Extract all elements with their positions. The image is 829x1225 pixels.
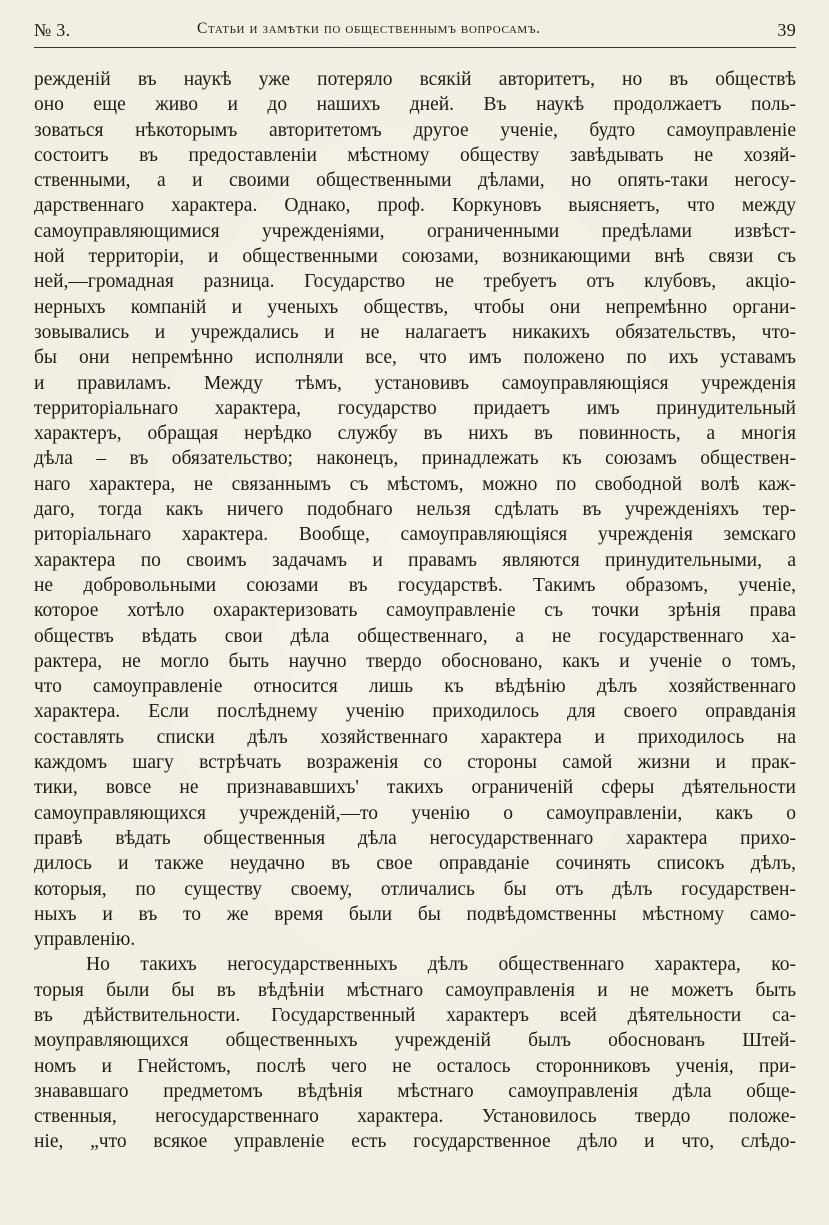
text-line: даго, тогда какъ ничего подобнаго нельзя сдѣлать въ учрежденіяхъ тер-: [34, 499, 796, 521]
text-line: ней,—громадная разница. Государство не требуетъ отъ клубовъ, акціо-: [34, 271, 796, 293]
text-line: наго характера, не связаннымъ съ мѣстомъ, можно по свободной волѣ каж-: [34, 473, 796, 495]
paragraph-start-line: Но такихъ негосударственныхъ дѣлъ общественнаго характера, ко-: [86, 954, 796, 976]
text-line: самоуправляющимися учрежденіями, ограниченными предѣлами извѣст-: [34, 220, 796, 242]
text-line: каждомъ шагу встрѣчать возраженія со стороны самой жизни и прак-: [34, 752, 796, 774]
text-line: зовывались и учреждались и не налагаетъ никакихъ обязательствъ, что-: [34, 321, 796, 343]
text-line: что самоуправленіе относится лишь къ вѣдѣнію дѣлъ хозяйственнаго: [34, 676, 796, 698]
text-line: торыя были бы въ вѣдѣніи мѣстнаго самоуправленія и не можетъ быть: [34, 979, 796, 1001]
page-number: 39: [777, 20, 796, 40]
text-line: которое хотѣло охарактеризовать самоуправленіе съ точки зрѣнія права: [34, 600, 796, 622]
text-line: и правиламъ. Между тѣмъ, установивъ самоуправляющіяся учрежденія: [34, 372, 796, 394]
text-line: обществъ вѣдать свои дѣла общественнаго, а не государственнаго ха-: [34, 625, 796, 647]
text-line: не добровольными союзами въ государствѣ. Такимъ образомъ, ученіе,: [34, 574, 796, 596]
text-line: дилось и также неудачно въ свое оправданіе сочинять списокъ дѣлъ,: [34, 853, 796, 875]
text-line: которыя, по существу своему, отличались бы отъ дѣлъ государствен-: [34, 878, 796, 900]
text-line: территоріальнаго характера, государство придаетъ имъ принудительный: [34, 397, 796, 419]
section-title: Статьи и замѣтки по общественнымъ вопросамъ.: [197, 20, 541, 37]
text-line: знававшаго предметомъ вѣдѣнія мѣстнаго самоуправленія дѣла обще-: [34, 1080, 796, 1102]
text-line: ственныя, негосударственнаго характера. Установилось твердо положе-: [34, 1106, 796, 1128]
text-line: оно еще живо и до нашихъ дней. Въ наукѣ продолжаетъ поль-: [34, 94, 796, 116]
body-text: [34, 67, 796, 1155]
text-line: номъ и Гнейстомъ, послѣ чего не осталось сторонниковъ ученія, при-: [34, 1055, 796, 1077]
running-header: [34, 18, 796, 48]
text-line: зоваться нѣкоторымъ авторитетомъ другое ученіе, будто самоуправленіе: [34, 119, 796, 141]
text-line: въ дѣйствительности. Государственный характеръ всей дѣятельности са-: [34, 1004, 796, 1026]
text-line: характеръ, обращая нерѣдко службу въ нихъ въ повинность, а многія: [34, 423, 796, 445]
text-line: ственными, а и своими общественными дѣлами, но опять-таки негосу-: [34, 170, 796, 192]
issue-number: № 3.: [34, 20, 71, 40]
paragraph-end-line: управленію.: [34, 929, 136, 951]
text-line: моуправляющихся общественныхъ учрежденій былъ обоснованъ Штей-: [34, 1030, 796, 1052]
text-line: дарственнаго характера. Однако, проф. Коркуновъ выясняетъ, что между: [34, 195, 796, 217]
text-line: ныхъ и въ то же время были бы подвѣдомственны мѣстному само-: [34, 903, 796, 925]
text-line: самоуправляющихся учрежденій,—то ученію о самоуправленіи, какъ о: [34, 802, 796, 824]
text-line: правѣ вѣдать общественныя дѣла негосударственнаго характера прихо-: [34, 827, 796, 849]
text-line: состоитъ въ предоставленіи мѣстному обществу завѣдывать не хозяй-: [34, 144, 796, 166]
text-line: характера. Если послѣднему ученію приходилось для своего оправданія: [34, 701, 796, 723]
text-line: составлять списки дѣлъ хозяйственнаго характера и приходилось на: [34, 726, 796, 748]
text-line: характера по своимъ задачамъ и правамъ являются принудительными, а: [34, 549, 796, 571]
text-line: нерныхъ компаній и ученыхъ обществъ, чтобы они непремѣнно органи-: [34, 296, 796, 318]
text-line: ной территоріи, и общественными союзами, возникающими внѣ связи съ: [34, 246, 796, 268]
text-line: ніе, „что всякое управленіе есть государственное дѣло и что, слѣдо-: [34, 1131, 796, 1153]
text-line: бы они непремѣнно исполняли все, что имъ положено по ихъ уставамъ: [34, 347, 796, 369]
text-line: риторіальнаго характера. Вообще, самоуправляющіяся учрежденія земскаго: [34, 524, 796, 546]
header-rule: [34, 47, 796, 48]
text-line: тики, вовсе не признававшихъ' такихъ ограниченій сферы дѣятельности: [34, 777, 796, 799]
text-line: режденій въ наукѣ уже потеряло всякій авторитетъ, но въ обществѣ: [34, 69, 796, 90]
text-line: дѣла – въ обязательство; наконецъ, принадлежать къ союзамъ обществен-: [34, 448, 796, 470]
text-line: рактера, не могло быть научно твердо обосновано, какъ и ученіе о томъ,: [34, 650, 796, 672]
